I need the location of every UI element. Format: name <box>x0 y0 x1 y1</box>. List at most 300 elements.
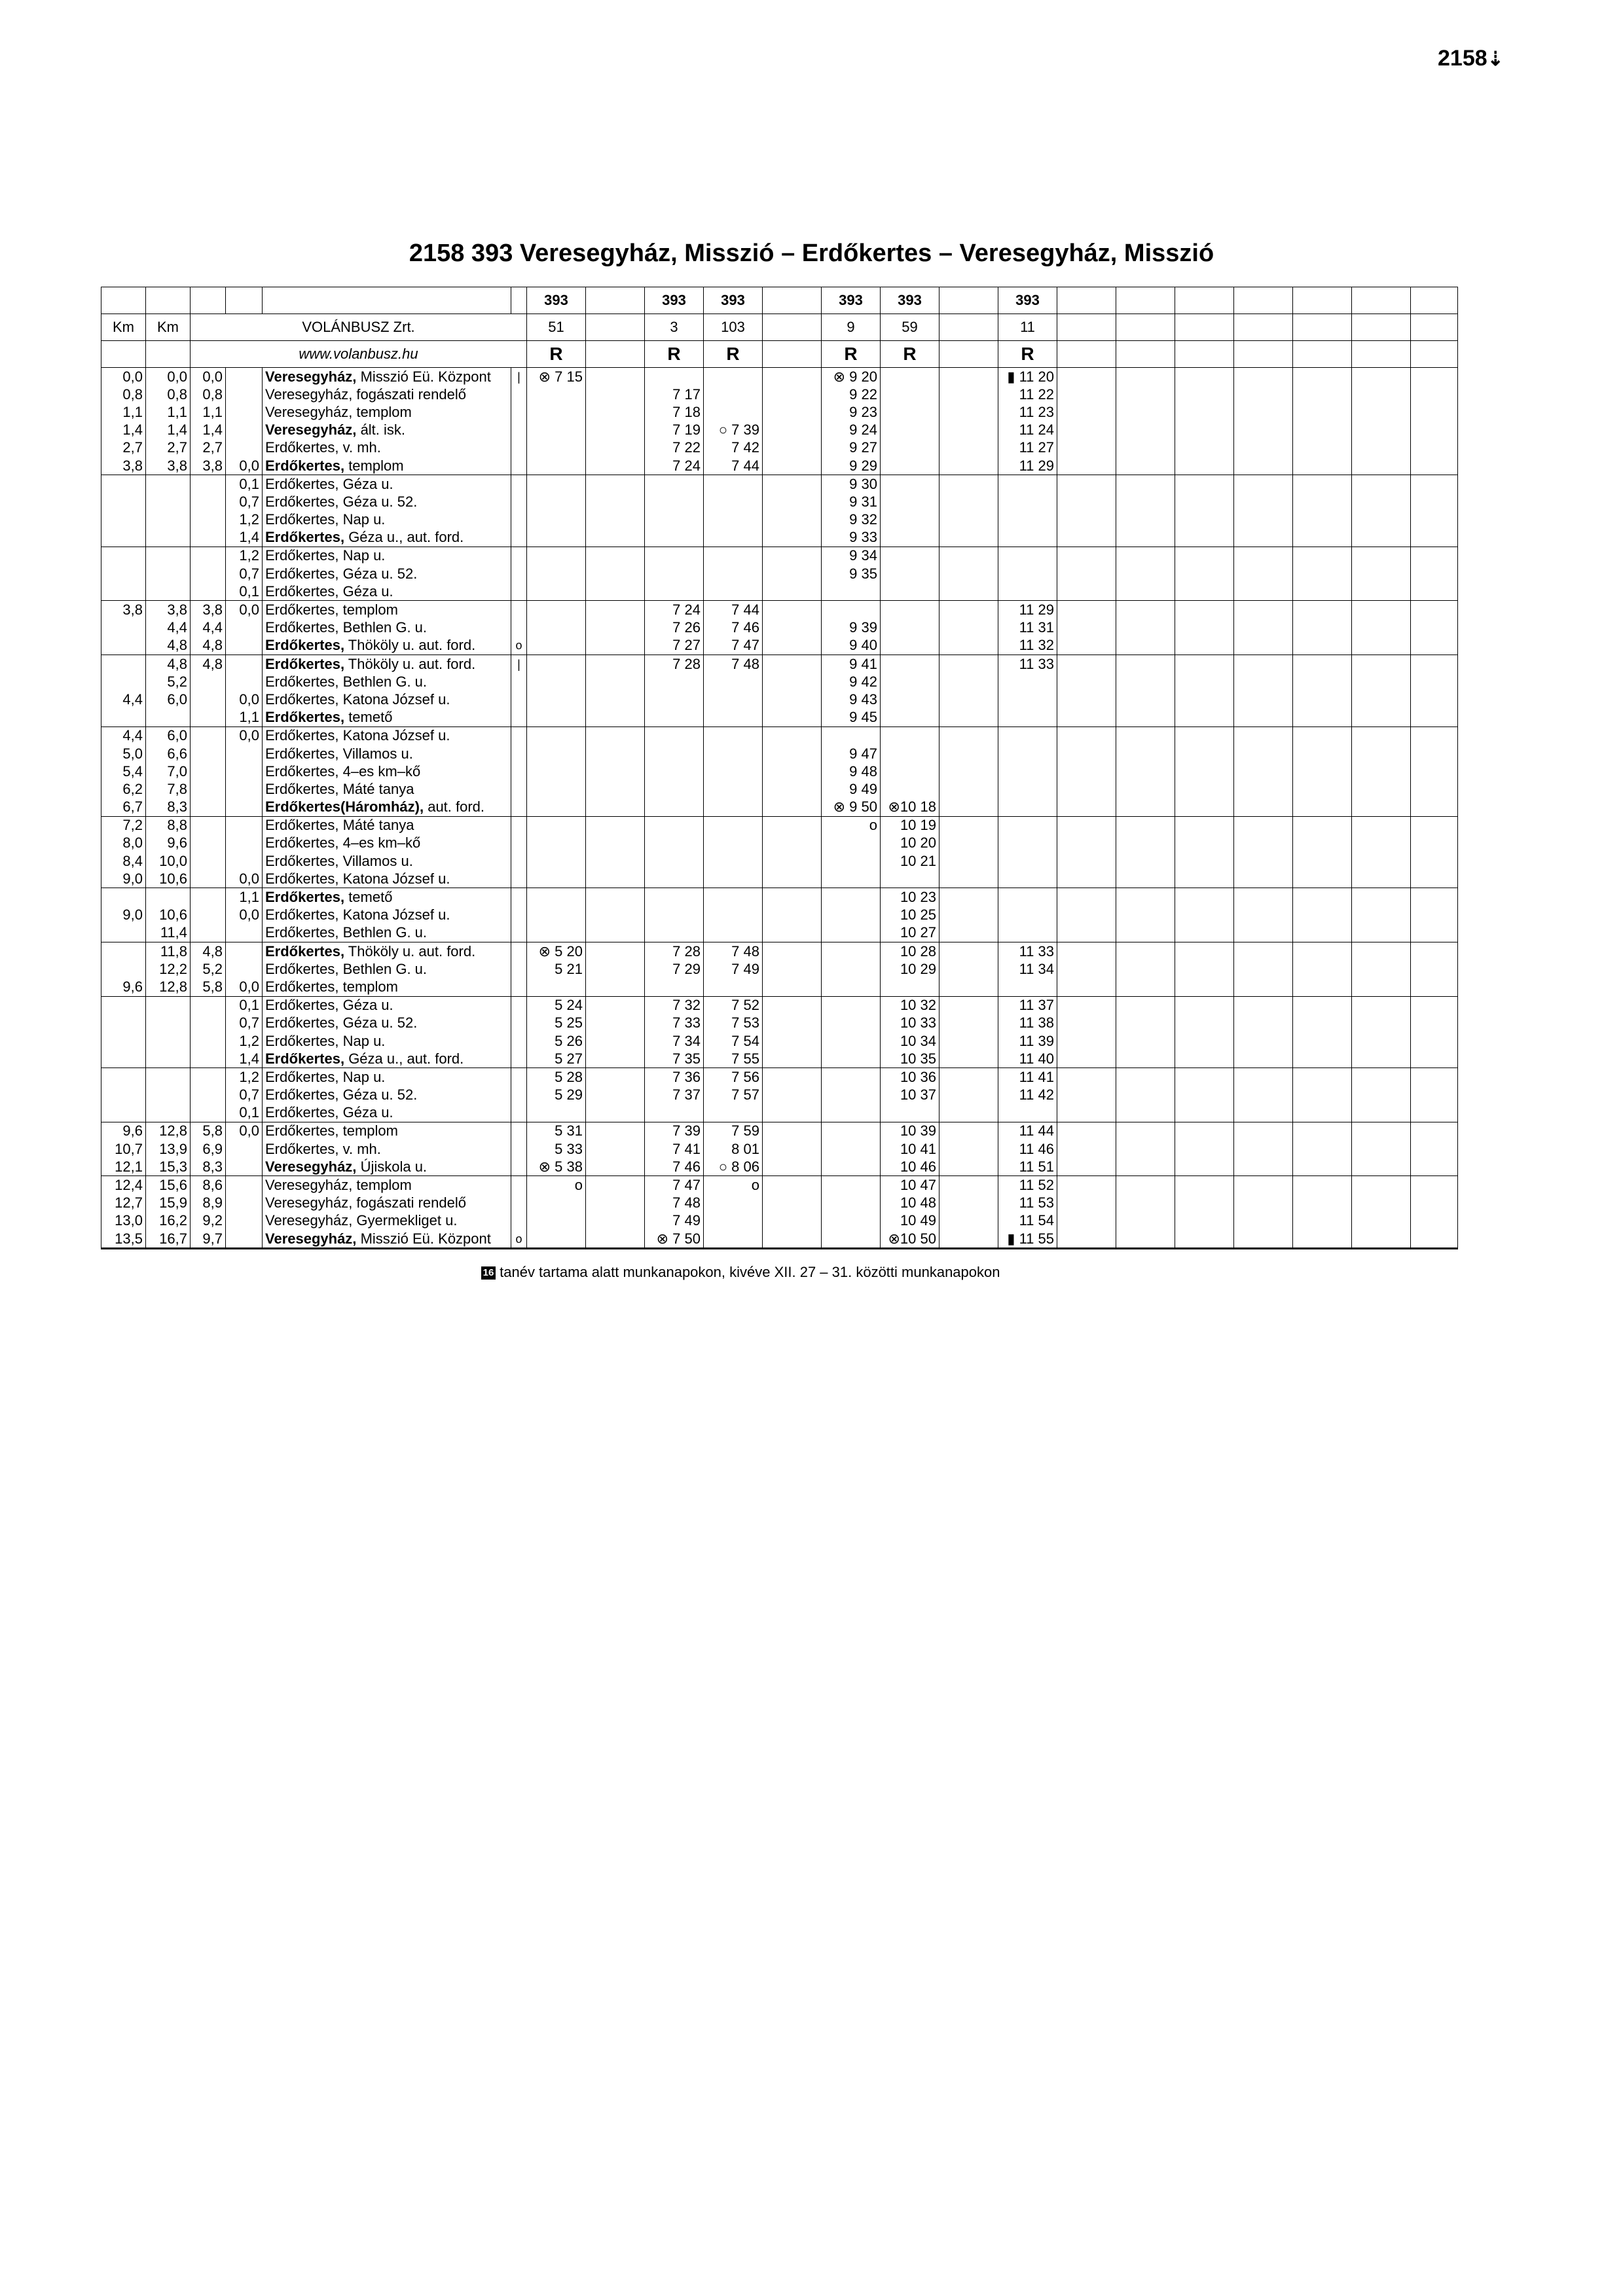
header-service-code <box>1116 341 1175 368</box>
empty-time-cell <box>939 368 998 386</box>
departure-time <box>645 529 704 547</box>
empty-time-cell <box>1175 780 1234 798</box>
departure-time <box>704 403 763 421</box>
stop-name <box>263 583 511 601</box>
km-col-4 <box>226 960 263 978</box>
empty-time-cell <box>1057 1104 1116 1122</box>
empty-time-cell <box>1352 1194 1411 1212</box>
km-col-3 <box>191 762 226 780</box>
km-col-3 <box>191 529 226 547</box>
km-col-1 <box>101 1068 146 1086</box>
departure-time <box>704 475 763 493</box>
departure-time <box>881 565 939 583</box>
empty-time-cell <box>1293 368 1352 386</box>
empty-time-cell <box>763 457 822 475</box>
departure-time: 7 28 <box>645 655 704 673</box>
departure-time <box>527 529 586 547</box>
km-col-2: 7,8 <box>146 780 191 798</box>
empty-time-cell <box>1411 762 1458 780</box>
empty-time-cell <box>1175 1212 1234 1230</box>
empty-time-cell <box>1352 745 1411 762</box>
empty-time-cell <box>1411 583 1458 601</box>
km-col-3: 9,2 <box>191 1212 226 1230</box>
stop-name-bold: Veresegyház, <box>265 422 357 439</box>
empty-time-cell <box>1175 547 1234 565</box>
header-line-number <box>1352 287 1411 314</box>
departure-time <box>527 403 586 421</box>
empty-time-cell <box>763 852 822 870</box>
stop-flag <box>511 565 527 583</box>
header-trip-number <box>939 314 998 341</box>
empty-time-cell <box>1175 726 1234 745</box>
stop-flag <box>511 1104 527 1122</box>
empty-time-cell <box>1411 475 1458 493</box>
km-col-3 <box>191 691 226 708</box>
empty-time-cell <box>763 511 822 529</box>
stop-name <box>263 368 511 386</box>
empty-time-cell <box>1116 1230 1175 1249</box>
empty-time-cell <box>939 475 998 493</box>
stop-name <box>263 1014 511 1032</box>
empty-time-cell <box>1234 386 1293 403</box>
km-col-2: 6,0 <box>146 726 191 745</box>
departure-time: 5 21 <box>527 960 586 978</box>
empty-time-cell <box>763 1104 822 1122</box>
empty-time-cell <box>1293 762 1352 780</box>
empty-time-cell <box>1411 1158 1458 1176</box>
stop-name-text: Erdőkertes, Bethlen G. u. <box>265 924 428 941</box>
departure-time <box>998 924 1057 942</box>
stop-flag <box>511 1050 527 1068</box>
stop-name-text: Erdőkertes, Géza u. <box>265 475 393 492</box>
km-col-3 <box>191 852 226 870</box>
header-line-number <box>1234 287 1293 314</box>
empty-time-cell <box>1116 888 1175 906</box>
km-col-4: 1,4 <box>226 529 263 547</box>
empty-time-cell <box>1293 1104 1352 1122</box>
departure-time <box>822 726 881 745</box>
stop-row <box>101 1122 1458 1140</box>
empty-time-cell <box>1057 1068 1116 1086</box>
km-col-4 <box>226 942 263 961</box>
stop-row <box>101 834 1458 852</box>
empty-time-cell <box>1116 960 1175 978</box>
km-col-2: 5,2 <box>146 673 191 691</box>
departure-time <box>998 888 1057 906</box>
departure-time <box>881 655 939 673</box>
empty-time-cell <box>1411 529 1458 547</box>
departure-time <box>527 1194 586 1212</box>
departure-time <box>527 834 586 852</box>
departure-time <box>527 978 586 996</box>
stop-row <box>101 870 1458 888</box>
km-col-4: 0,0 <box>226 1122 263 1140</box>
empty-time-cell <box>1116 709 1175 727</box>
empty-time-cell <box>763 601 822 619</box>
stop-name-text: Erdőkertes, Katona József u. <box>265 906 450 924</box>
empty-time-cell <box>1116 870 1175 888</box>
empty-time-cell <box>1116 583 1175 601</box>
empty-time-cell <box>763 368 822 386</box>
km-col-3: 4,8 <box>191 655 226 673</box>
empty-time-cell <box>1234 1212 1293 1230</box>
departure-time <box>527 601 586 619</box>
empty-time-cell <box>1411 673 1458 691</box>
departure-time: 9 40 <box>822 637 881 655</box>
empty-time-cell <box>1057 924 1116 942</box>
departure-time <box>998 798 1057 817</box>
empty-time-cell <box>1234 457 1293 475</box>
empty-time-cell <box>586 1014 645 1032</box>
stop-name-text: Erdőkertes, Bethlen G. u. <box>265 960 428 977</box>
km-col-2: 1,1 <box>146 403 191 421</box>
empty-time-cell <box>1411 978 1458 996</box>
empty-time-cell <box>1352 565 1411 583</box>
km-col-3 <box>191 726 226 745</box>
departure-time: 9 22 <box>822 386 881 403</box>
stop-flag <box>511 978 527 996</box>
stop-row <box>101 511 1458 529</box>
departure-time <box>645 583 704 601</box>
km-col-3 <box>191 565 226 583</box>
departure-time: 9 32 <box>822 511 881 529</box>
empty-time-cell <box>1293 403 1352 421</box>
km-col-4: 0,7 <box>226 1086 263 1104</box>
empty-time-cell <box>939 403 998 421</box>
departure-time <box>998 673 1057 691</box>
empty-time-cell <box>1057 798 1116 817</box>
empty-time-cell <box>1293 924 1352 942</box>
departure-time: 7 48 <box>645 1194 704 1212</box>
departure-time <box>881 870 939 888</box>
departure-time: 7 34 <box>645 1032 704 1050</box>
empty-time-cell <box>1057 1176 1116 1194</box>
header-trip-number: 9 <box>822 314 881 341</box>
empty-time-cell <box>939 1068 998 1086</box>
km-col-1: 6,7 <box>101 798 146 817</box>
departure-time <box>645 565 704 583</box>
departure-time <box>881 511 939 529</box>
departure-time <box>704 673 763 691</box>
stop-flag <box>511 1086 527 1104</box>
header-blank <box>101 341 146 368</box>
stop-name-text: aut. ford. <box>428 798 485 816</box>
departure-time <box>704 386 763 403</box>
header-trip-number <box>1175 314 1234 341</box>
departure-time <box>998 978 1057 996</box>
km-col-4 <box>226 924 263 942</box>
operator-website[interactable]: www.volanbusz.hu <box>191 341 527 368</box>
header-service-code <box>763 341 822 368</box>
empty-time-cell <box>1116 368 1175 386</box>
stop-name <box>263 798 511 817</box>
departure-time: ○ 8 06 <box>704 1158 763 1176</box>
empty-time-cell <box>586 709 645 727</box>
empty-time-cell <box>1352 457 1411 475</box>
departure-time: 7 56 <box>704 1068 763 1086</box>
departure-time: 7 18 <box>645 403 704 421</box>
empty-time-cell <box>1116 1050 1175 1068</box>
empty-time-cell <box>1057 565 1116 583</box>
empty-time-cell <box>586 439 645 457</box>
km-col-3: 6,9 <box>191 1140 226 1158</box>
km-col-1 <box>101 1032 146 1050</box>
km-col-4 <box>226 403 263 421</box>
stop-row <box>101 601 1458 619</box>
empty-time-cell <box>1057 368 1116 386</box>
stop-name-text: Erdőkertes, Bethlen G. u. <box>265 619 428 636</box>
stop-row <box>101 475 1458 493</box>
departure-time: 10 46 <box>881 1158 939 1176</box>
empty-time-cell <box>1411 1176 1458 1194</box>
departure-time: 10 32 <box>881 996 939 1014</box>
departure-time <box>704 780 763 798</box>
km-col-2 <box>146 475 191 493</box>
departure-time <box>822 924 881 942</box>
stop-name <box>263 1230 511 1249</box>
km-col-2: 16,2 <box>146 1212 191 1230</box>
km-col-3 <box>191 547 226 565</box>
stop-row <box>101 762 1458 780</box>
departure-time: 7 26 <box>645 619 704 637</box>
km-col-3: 5,2 <box>191 960 226 978</box>
stop-name-text: ált. isk. <box>360 422 406 439</box>
stop-name-bold: Erdőkertes, <box>265 889 345 906</box>
header-trip-row <box>101 314 1458 341</box>
km-col-1: 8,0 <box>101 834 146 852</box>
empty-time-cell <box>1234 422 1293 439</box>
empty-time-cell <box>1293 475 1352 493</box>
departure-time <box>881 637 939 655</box>
departure-time: 7 44 <box>704 457 763 475</box>
empty-time-cell <box>1411 422 1458 439</box>
km-col-2: 3,8 <box>146 601 191 619</box>
departure-time: 7 33 <box>645 1014 704 1032</box>
stop-name <box>263 422 511 439</box>
departure-time: 9 48 <box>822 762 881 780</box>
stop-name <box>263 942 511 961</box>
departure-time: ▮ 11 55 <box>998 1230 1057 1249</box>
km-col-1 <box>101 637 146 655</box>
stop-name <box>263 978 511 996</box>
departure-time: 7 24 <box>645 457 704 475</box>
empty-time-cell <box>1293 745 1352 762</box>
km-col-1: 0,8 <box>101 386 146 403</box>
departure-time: 7 46 <box>645 1158 704 1176</box>
empty-time-cell <box>586 780 645 798</box>
empty-time-cell <box>586 601 645 619</box>
empty-time-cell <box>1411 1212 1458 1230</box>
empty-time-cell <box>763 1014 822 1032</box>
stop-row <box>101 996 1458 1014</box>
departure-time: ⊗ 9 20 <box>822 368 881 386</box>
departure-time <box>527 655 586 673</box>
empty-time-cell <box>763 942 822 961</box>
header-service-code: R <box>645 341 704 368</box>
empty-time-cell <box>1234 709 1293 727</box>
km-col-1: 10,7 <box>101 1140 146 1158</box>
stop-flag <box>511 493 527 511</box>
km-col-1: 3,8 <box>101 457 146 475</box>
stop-name-bold: Veresegyház, <box>265 1158 357 1175</box>
empty-time-cell <box>1116 637 1175 655</box>
km-col-4 <box>226 655 263 673</box>
departure-time <box>527 422 586 439</box>
empty-time-cell <box>586 619 645 637</box>
departure-time: 7 49 <box>704 960 763 978</box>
departure-time: 10 34 <box>881 1032 939 1050</box>
stop-flag <box>511 601 527 619</box>
empty-time-cell <box>1234 1032 1293 1050</box>
km-col-2 <box>146 996 191 1014</box>
empty-time-cell <box>1116 422 1175 439</box>
empty-time-cell <box>586 457 645 475</box>
stop-name-text: Erdőkertes, Bethlen G. u. <box>265 673 428 690</box>
empty-time-cell <box>1175 1140 1234 1158</box>
empty-time-cell <box>939 888 998 906</box>
departure-time <box>822 960 881 978</box>
header-operator: VOLÁNBUSZ Zrt. <box>191 314 527 341</box>
departure-time <box>645 834 704 852</box>
stop-row <box>101 655 1458 673</box>
km-col-1 <box>101 1104 146 1122</box>
km-col-2 <box>146 1014 191 1032</box>
km-col-3 <box>191 1032 226 1050</box>
km-col-2 <box>146 709 191 727</box>
stop-name <box>263 762 511 780</box>
km-col-1: 1,4 <box>101 422 146 439</box>
header-trip-number <box>1234 314 1293 341</box>
km-col-4 <box>226 1212 263 1230</box>
departure-time: o <box>704 1176 763 1194</box>
stop-name <box>263 1050 511 1068</box>
empty-time-cell <box>1175 601 1234 619</box>
km-col-4: 1,2 <box>226 1032 263 1050</box>
empty-time-cell <box>1234 1176 1293 1194</box>
empty-time-cell <box>586 906 645 924</box>
empty-time-cell <box>586 673 645 691</box>
km-col-1: 2,7 <box>101 439 146 457</box>
departure-time: 9 45 <box>822 709 881 727</box>
departure-time: 8 01 <box>704 1140 763 1158</box>
empty-time-cell <box>586 888 645 906</box>
departure-time <box>527 637 586 655</box>
km-col-4 <box>226 1158 263 1176</box>
departure-time <box>527 780 586 798</box>
departure-time: 11 52 <box>998 1176 1057 1194</box>
empty-time-cell <box>1352 709 1411 727</box>
stop-name <box>263 1212 511 1230</box>
stop-name <box>263 906 511 924</box>
empty-time-cell <box>1175 619 1234 637</box>
empty-time-cell <box>763 906 822 924</box>
empty-time-cell <box>1057 960 1116 978</box>
empty-time-cell <box>1411 745 1458 762</box>
empty-time-cell <box>939 762 998 780</box>
departure-time <box>998 852 1057 870</box>
empty-time-cell <box>1057 637 1116 655</box>
departure-time <box>527 511 586 529</box>
km-col-3 <box>191 996 226 1014</box>
departure-time: 5 27 <box>527 1050 586 1068</box>
header-trip-number: 11 <box>998 314 1057 341</box>
km-col-1 <box>101 888 146 906</box>
departure-time <box>645 762 704 780</box>
km-col-4: 1,2 <box>226 1068 263 1086</box>
km-col-4 <box>226 745 263 762</box>
stop-flag <box>511 1032 527 1050</box>
header-blank <box>146 287 191 314</box>
km-col-3: 9,7 <box>191 1230 226 1249</box>
stop-name <box>263 1194 511 1212</box>
km-col-1 <box>101 493 146 511</box>
empty-time-cell <box>939 457 998 475</box>
empty-time-cell <box>1116 493 1175 511</box>
stop-name <box>263 601 511 619</box>
empty-time-cell <box>1293 1032 1352 1050</box>
stop-row <box>101 1140 1458 1158</box>
km-col-2 <box>146 1068 191 1086</box>
departure-time <box>704 834 763 852</box>
stop-flag <box>511 870 527 888</box>
km-col-1 <box>101 565 146 583</box>
empty-time-cell <box>763 978 822 996</box>
departure-time: 10 37 <box>881 1086 939 1104</box>
empty-time-cell <box>1175 439 1234 457</box>
stop-name <box>263 1140 511 1158</box>
stop-name <box>263 475 511 493</box>
stop-flag <box>511 583 527 601</box>
stop-row <box>101 583 1458 601</box>
stop-name-text: Thököly u. aut. ford. <box>348 655 476 672</box>
km-col-1: 4,4 <box>101 726 146 745</box>
departure-time: 7 36 <box>645 1068 704 1086</box>
empty-time-cell <box>1234 1122 1293 1140</box>
stop-flag <box>511 475 527 493</box>
departure-time: 11 42 <box>998 1086 1057 1104</box>
departure-time: 7 53 <box>704 1014 763 1032</box>
empty-time-cell <box>1057 1050 1116 1068</box>
departure-time <box>527 673 586 691</box>
empty-time-cell <box>1411 457 1458 475</box>
departure-time <box>645 493 704 511</box>
stop-row <box>101 924 1458 942</box>
stop-name-bold: Erdőkertes, <box>265 637 345 654</box>
empty-time-cell <box>1293 1176 1352 1194</box>
empty-time-cell <box>939 565 998 583</box>
departure-time <box>998 834 1057 852</box>
empty-time-cell <box>1116 816 1175 834</box>
header-line-row <box>101 287 1458 314</box>
stop-name <box>263 619 511 637</box>
empty-time-cell <box>939 1122 998 1140</box>
stop-name <box>263 1032 511 1050</box>
empty-time-cell <box>1116 780 1175 798</box>
empty-time-cell <box>1175 870 1234 888</box>
km-col-3: 4,4 <box>191 619 226 637</box>
empty-time-cell <box>1352 834 1411 852</box>
stop-name-text: Veresegyház, fogászati rendelő <box>265 1194 466 1211</box>
departure-time <box>822 1212 881 1230</box>
empty-time-cell <box>763 422 822 439</box>
stop-name <box>263 1122 511 1140</box>
empty-time-cell <box>763 870 822 888</box>
stop-name-text: Erdőkertes, Géza u. <box>265 1104 393 1121</box>
stop-flag <box>511 852 527 870</box>
departure-time <box>998 511 1057 529</box>
empty-time-cell <box>939 1194 998 1212</box>
departure-time: 7 55 <box>704 1050 763 1068</box>
